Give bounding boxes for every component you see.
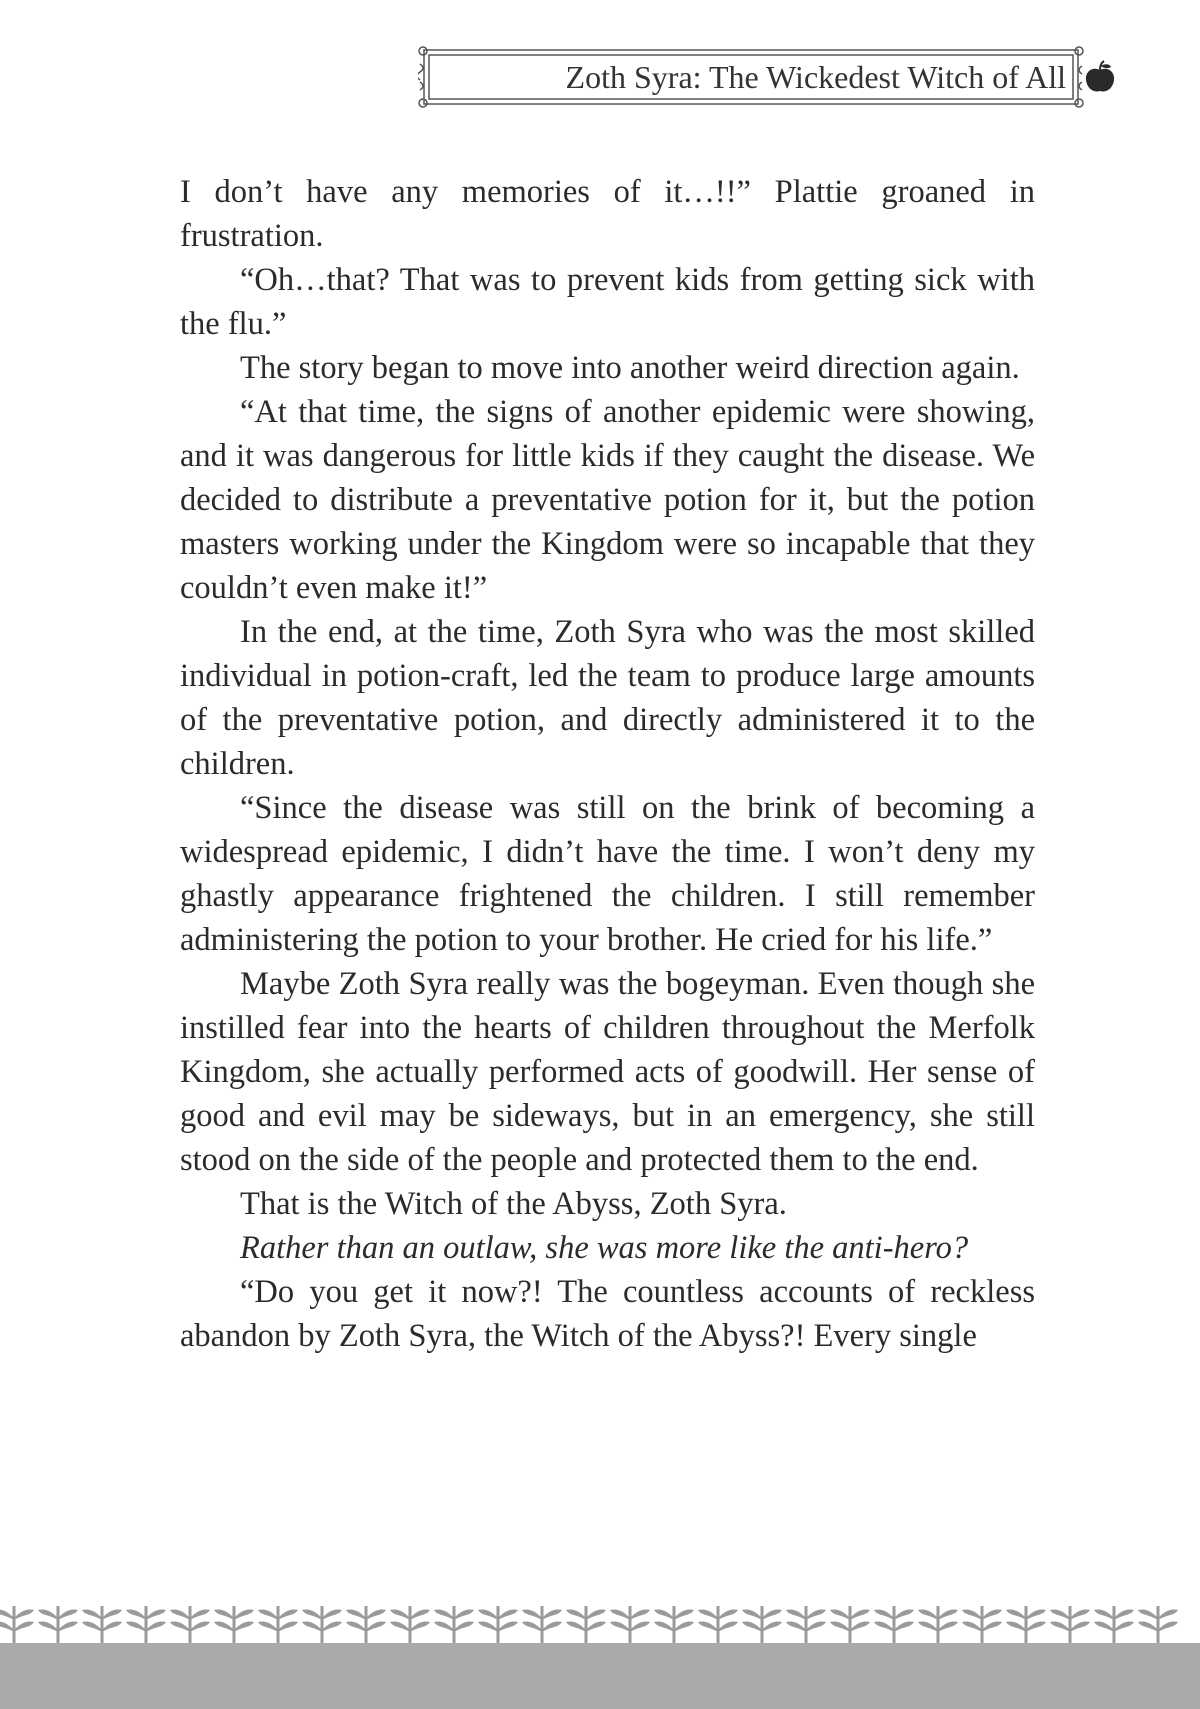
paragraph: I don’t have any memories of it…!!” Plattie groaned in frustration. [180,174,1035,254]
leaf-sprig-icon [698,1606,738,1648]
leaf-sprig-icon [346,1606,386,1648]
leaf-sprig-icon [1138,1606,1178,1648]
leaf-sprig-icon [478,1606,518,1648]
leaf-sprig-icon [830,1606,870,1648]
paragraph: “Do you get it now?! The countless accounts of reckless abandon by Zoth Syra, the Witch of the Abyss?! Every single [180,1274,1035,1354]
paragraph: Maybe Zoth Syra really was the bogeyman. Even though she instilled fear into the hearts of children throughout the Merfolk Kingdom, she actually performed acts of goodwill. Her sense of good and evil may be sideways, but in an emergency, she still stood on the side of the people and protected them to the end. [180,966,1035,1178]
leaf-sprig-icon [610,1606,650,1648]
body-text [180,170,1035,1358]
leaf-sprig-icon [170,1606,210,1648]
leaf-sprig-icon [214,1606,254,1648]
leaf-sprig-icon [0,1606,34,1648]
leaf-sprig-icon [522,1606,562,1648]
leaf-sprig-icon [918,1606,958,1648]
leaf-sprig-icon [1094,1606,1134,1648]
leaf-sprig-icon [786,1606,826,1648]
leaf-sprig-icon [566,1606,606,1648]
leaf-sprig-icon [1050,1606,1090,1648]
leaf-sprig-icon [962,1606,1002,1648]
leaf-sprig-icon [654,1606,694,1648]
running-header [418,46,1118,108]
paragraph: “Oh…that? That was to prevent kids from getting sick with the flu.” [180,262,1035,342]
paragraph: That is the Witch of the Abyss, Zoth Syra. [240,1186,787,1222]
header-title: Zoth Syra: The Wickedest Witch of All [565,59,1066,95]
leaf-sprig-icon [742,1606,782,1648]
leaf-sprig-icon [434,1606,474,1648]
paragraph: The story began to move into another weird direction again. [240,350,1020,386]
paragraph: In the end, at the time, Zoth Syra who was the most skilled individual in potion-craft, led the team to produce large amounts of the preventative potion, and directly administered it to the children. [180,614,1035,782]
leaf-sprig-icon [1006,1606,1046,1648]
paragraph: “Since the disease was still on the brink of becoming a widespread epidemic, I didn’t have the time. I won’t deny my ghastly appearance frightened the children. I still remember administering the potion to your brother. He cried for his life.” [180,790,1035,958]
leaf-sprig-icon [258,1606,298,1648]
footer-band [0,1643,1200,1709]
leaf-sprig-icon [38,1606,78,1648]
leaf-sprig-icon [126,1606,166,1648]
apple-icon [1082,60,1118,96]
footer-ornament [0,1600,1200,1709]
leaf-sprig-icon [874,1606,914,1648]
paragraph: “At that time, the signs of another epidemic were showing, and it was dangerous for little kids if they caught the disease. We decided to distribute a preventative potion for it, but the potion masters working under the Kingdom were so incapable that they couldn’t even make it!” [180,394,1035,606]
leaf-sprig-icon [390,1606,430,1648]
leaf-sprig-icon [302,1606,342,1648]
leaf-sprig-icon [82,1606,122,1648]
paragraph-italic: Rather than an outlaw, she was more like the anti-hero? [240,1230,969,1266]
